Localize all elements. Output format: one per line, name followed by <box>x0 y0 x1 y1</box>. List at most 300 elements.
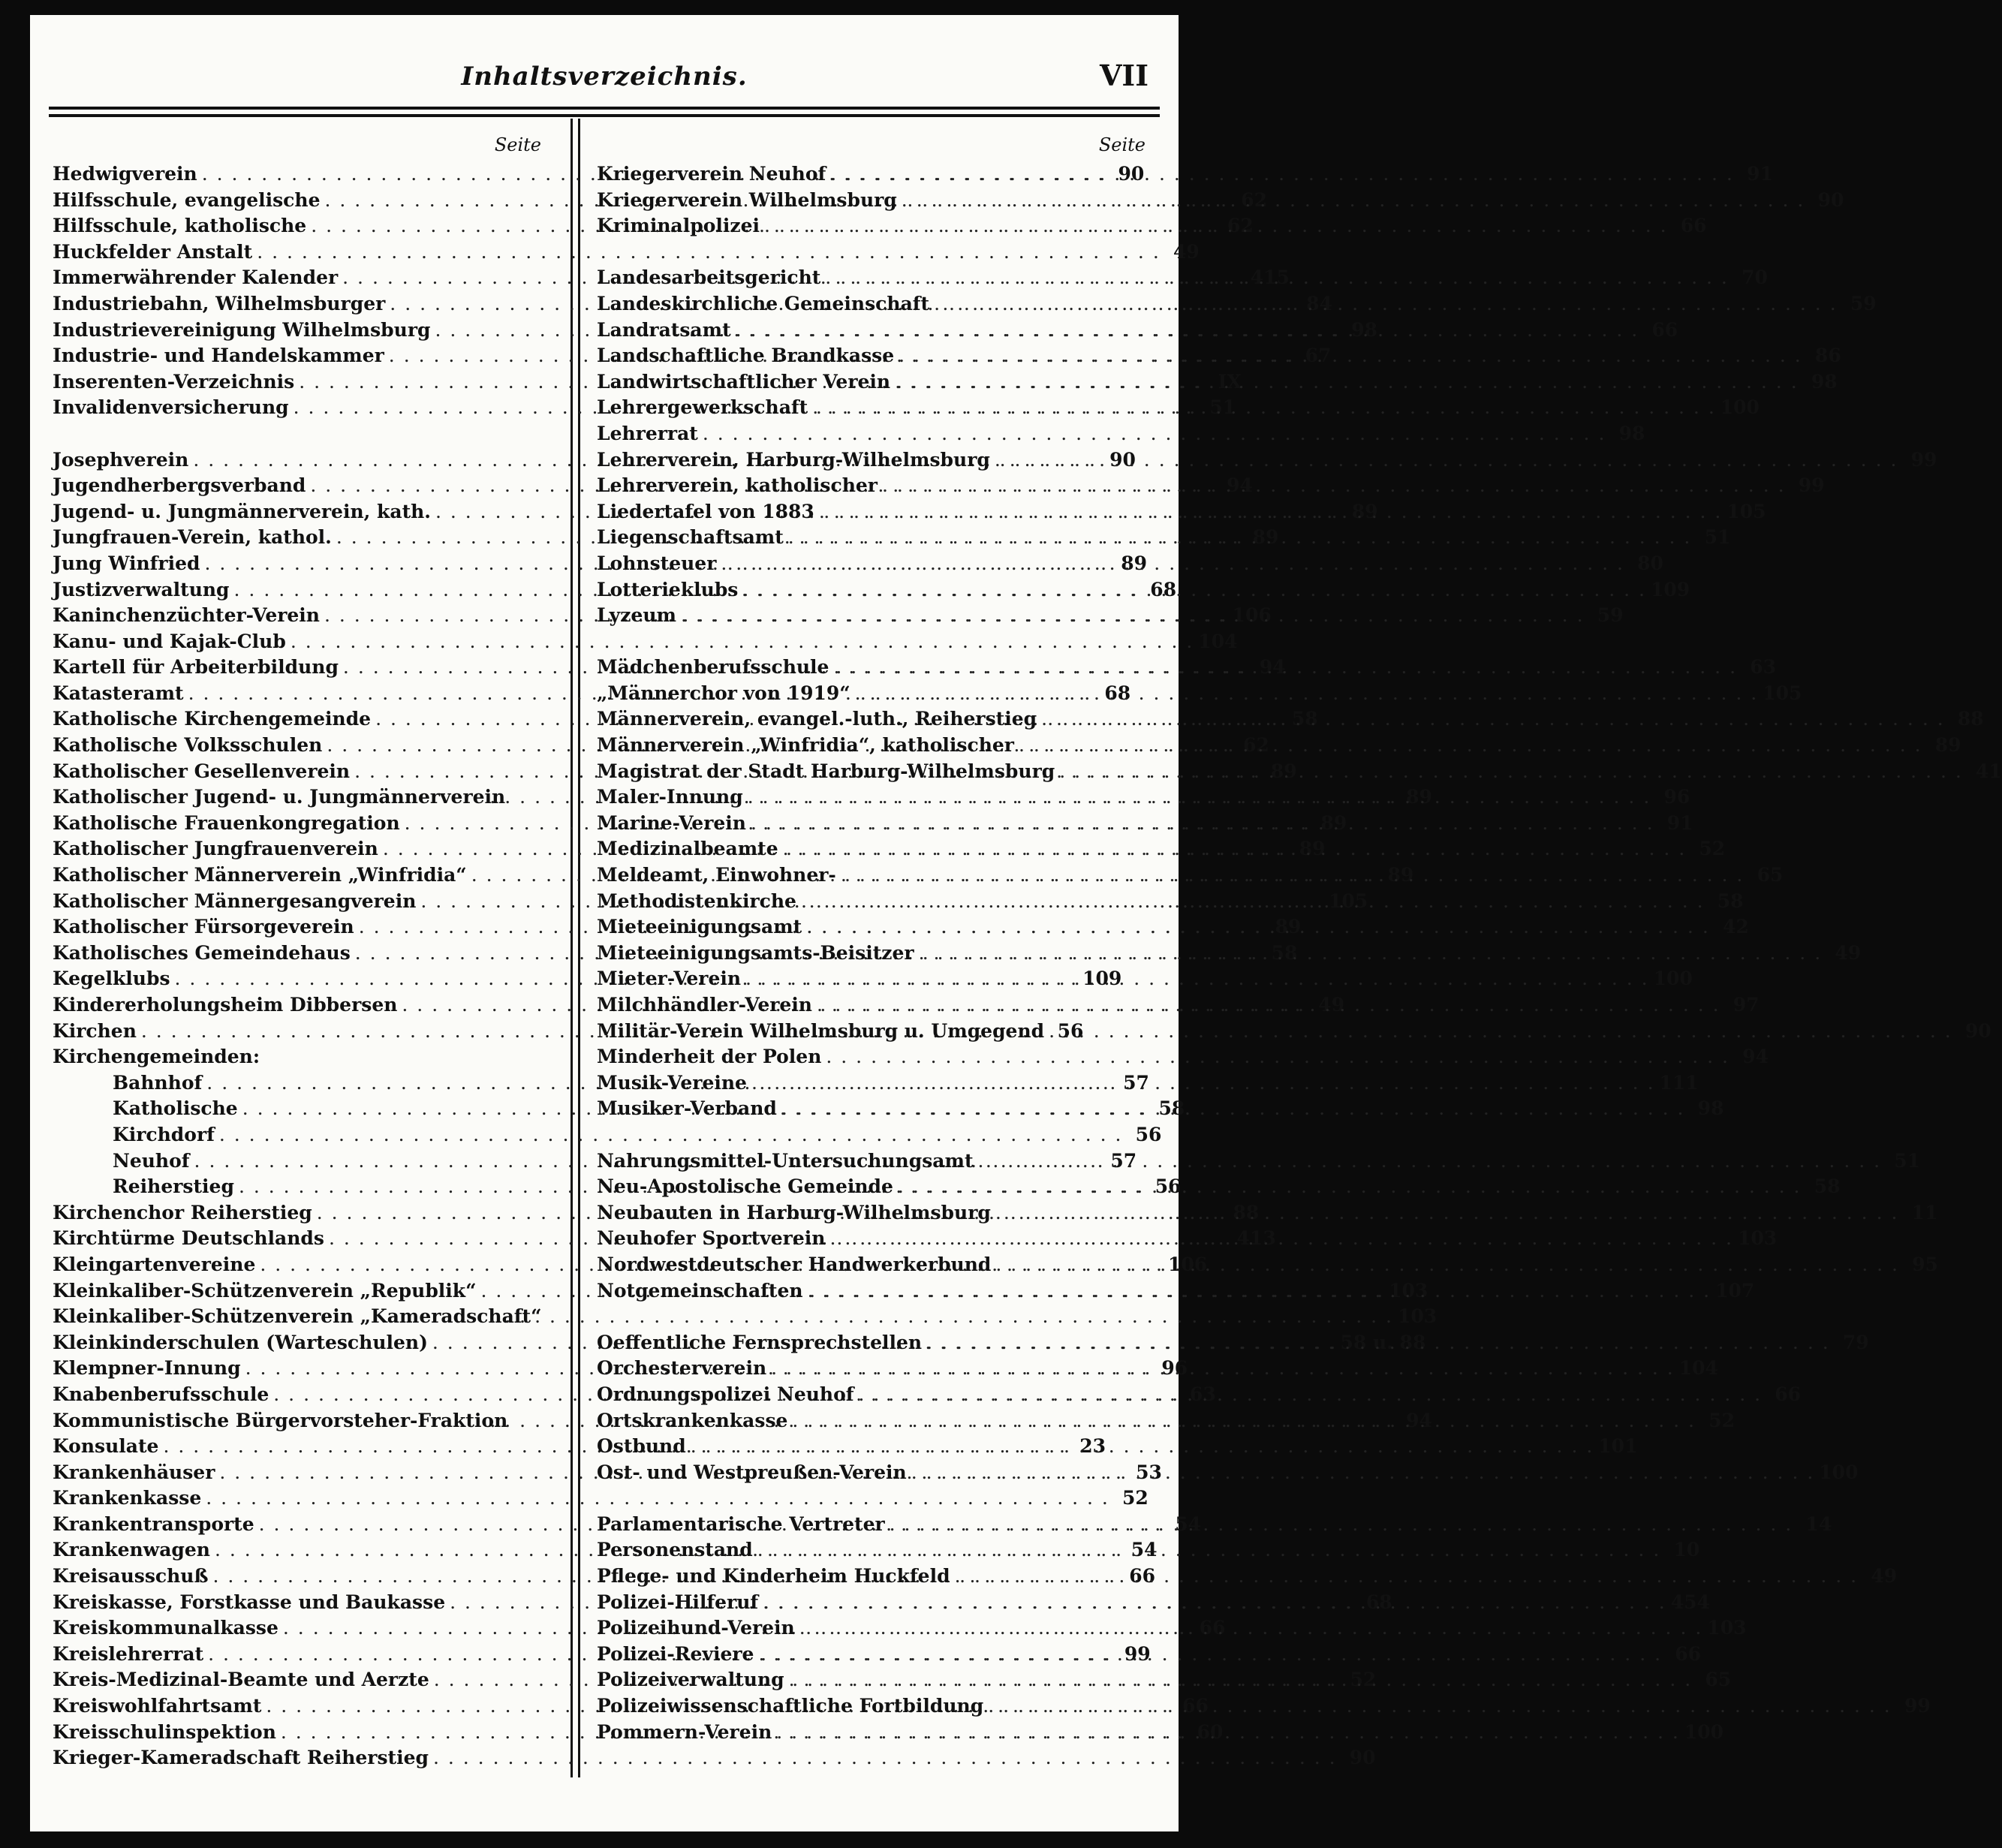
entry-page-number: 100 <box>1653 968 1693 990</box>
entry-label: Krankenhäuser <box>53 1461 215 1483</box>
entry-page-number: 58 <box>1158 1097 1185 1120</box>
entry-page-number: 95 <box>1912 1253 1938 1275</box>
entry-label: Hilfsschule, katholische <box>53 215 307 237</box>
entry-label: Lehrerverein, Harburg-Wilhelmsburg <box>597 448 990 471</box>
dot-leader <box>829 1226 1733 1252</box>
dot-leader <box>833 655 1737 681</box>
dot-leader <box>681 603 1585 629</box>
entry-page-number: 62 <box>1243 734 1269 757</box>
entry-label: Klempner-Innung <box>53 1357 241 1380</box>
entry-label: Katholischer Männergesangverein <box>53 889 417 912</box>
entry-page-number: 94 <box>1259 656 1286 679</box>
entry-page-number: 103 <box>1397 1305 1438 1328</box>
entry-page-number: 454 <box>1670 1591 1710 1613</box>
entry-label: Maler-Innung <box>597 786 743 808</box>
entry-label: Kreisschulinspektion <box>53 1720 276 1743</box>
entry-page-number: 105 <box>1328 889 1368 912</box>
entry-label: Mieteeinigungsamts-Beisitzer <box>597 941 914 964</box>
entry-label: Landschaftliche Brandkasse <box>597 345 895 367</box>
entry-label: Invalidenversicherung <box>53 396 289 419</box>
entry-label: Polizei-Hilferuf <box>597 1591 759 1613</box>
entry-page-number: 63 <box>1190 1383 1216 1405</box>
entry-label: Marine-Verein <box>597 811 746 834</box>
index-entry <box>597 1642 1702 1668</box>
entry-label: Militär-Verein Wilhelmsburg u. Umgegend <box>597 1019 1045 1042</box>
entry-label: Industrie- und Handelskammer <box>53 345 384 367</box>
dot-leader <box>751 1070 1655 1097</box>
entry-label: Knabenberufsschule <box>53 1383 269 1405</box>
entry-label: Katholische Kirchengemeinde <box>53 708 372 730</box>
entry-page-number: 106 <box>1232 604 1272 627</box>
entry-page-number: 111 <box>1659 1071 1699 1094</box>
entry-page-number: 98 <box>1618 422 1645 444</box>
index-entry <box>53 629 1238 655</box>
index-entry <box>597 1564 1898 1590</box>
index-entry <box>597 551 1663 577</box>
entry-page-number: 88 <box>1957 708 1984 730</box>
entry-page-number: 63 <box>1750 656 1777 679</box>
entry-label: Pommern-Verein <box>597 1720 772 1743</box>
dot-leader <box>801 889 1705 915</box>
entry-page-number: 99 <box>1904 1695 1931 1717</box>
entry-label: Neubauten in Harburg-Wilhelmsburg <box>597 1201 991 1223</box>
dot-leader <box>830 161 1734 188</box>
entry-page-number: 49 <box>1173 240 1200 263</box>
entry-page-number: 91 <box>1747 163 1773 185</box>
entry-page-number: 98 <box>1811 370 1838 393</box>
index-entry <box>53 1044 544 1070</box>
dot-leader <box>890 1512 1793 1538</box>
entry-label: Kriminalpolizei <box>597 215 760 237</box>
entry-label: Liegenschaftsamt <box>597 526 784 549</box>
entry-label: Kindererholungsheim Dibbersen <box>53 994 398 1016</box>
entry-label: Katasteramt <box>53 682 184 704</box>
dot-leader <box>789 1667 1693 1693</box>
entry-label: Katholischer Männerverein „Winfridia“ <box>53 864 467 886</box>
entry-page-number: 99 <box>1124 1642 1151 1665</box>
entry-page-number: 41 <box>1976 760 2002 782</box>
dot-leader <box>926 1330 1830 1356</box>
entry-label: Mieteeinigungsamt <box>597 916 802 938</box>
entry-label: Ordnungspolizei Neuhof <box>597 1383 854 1405</box>
entry-label: Hilfsschule, evangelische <box>53 188 321 211</box>
entry-page-number: 109 <box>1650 578 1690 600</box>
entry-label: Ost- und Westpreußen-Verein <box>597 1461 907 1483</box>
entry-page-number: 100 <box>1684 1720 1724 1743</box>
dot-leader <box>911 1460 1815 1486</box>
entry-page-number: 11 <box>1911 1201 1938 1223</box>
index-entry <box>53 1485 1149 1512</box>
index-entry <box>597 1460 1859 1486</box>
book-page <box>30 15 2002 1831</box>
entry-label: Katholischer Gesellenverein <box>53 760 351 782</box>
entry-page-number: 104 <box>1678 1357 1718 1380</box>
index-entry <box>597 421 1645 447</box>
entry-label: Ostbund <box>597 1435 686 1458</box>
entry-label: Kaninchenzüchter-Verein <box>53 604 320 627</box>
dot-leader <box>817 992 1721 1019</box>
entry-page-number: 54 <box>1130 1539 1158 1561</box>
page-title: Inhaltsverzeichnis. <box>461 62 748 92</box>
dot-leader <box>934 291 1838 318</box>
dot-leader <box>758 1642 1662 1668</box>
entry-page-number: 52 <box>1699 838 1726 860</box>
index-entry <box>597 1044 1769 1070</box>
entry-page-number: 68 <box>1365 1591 1392 1613</box>
dot-leader <box>781 1096 1685 1122</box>
entry-label: Kirchenchor Reiherstieg <box>53 1201 312 1223</box>
entry-label: Männerverein, evangel.-luth., Reiherstieg <box>597 708 1037 730</box>
dot-leader <box>799 1615 1703 1642</box>
entry-label: Milchhändler-Verein <box>597 994 812 1016</box>
dot-leader <box>902 188 1805 214</box>
entry-label: Kreiswohlfahrtsamt <box>53 1695 262 1717</box>
entry-label: Kanu- und Kajak-Club <box>53 630 286 652</box>
dot-leader <box>764 213 1668 239</box>
entry-page-number: 100 <box>1819 1461 1859 1483</box>
index-gap <box>597 629 1149 655</box>
entry-label: Kirchdorf <box>113 1123 215 1145</box>
index-entry <box>597 681 1802 707</box>
entry-page-number: 96 <box>1161 1357 1188 1380</box>
index-gap <box>597 1304 1149 1330</box>
dot-leader <box>1019 733 1922 759</box>
entry-page-number: 51 <box>1209 396 1236 419</box>
entry-page-number: 66 <box>1775 1383 1802 1405</box>
entry-page-number: 98 <box>1697 1097 1724 1120</box>
entry-page-number: 52 <box>1122 1487 1149 1509</box>
dot-leader <box>703 421 1606 447</box>
entry-page-number: 90 <box>1349 1747 1376 1769</box>
index-gap <box>597 239 1149 266</box>
index-entry <box>597 1019 1991 1045</box>
entry-label: Personenstand <box>597 1539 753 1561</box>
entry-label: Magistrat der Stadt Harburg-Wilhelmsburg <box>597 760 1055 782</box>
entry-label: Kriegerverein Wilhelmsburg <box>597 188 897 211</box>
header-rule-top <box>49 107 1160 110</box>
dot-leader <box>736 318 1639 344</box>
entry-label: Medizinalbeamte <box>597 838 778 860</box>
entry-page-number: 58 u. 88 <box>1340 1331 1426 1353</box>
column-header-seite: Seite <box>1098 134 1146 155</box>
entry-page-number: 89 <box>1275 916 1302 938</box>
entry-page-number: 103 <box>1707 1617 1747 1639</box>
entry-page-number: 10 <box>1673 1539 1700 1561</box>
entry-label: Polizei-Reviere <box>597 1642 754 1665</box>
entry-label: Katholische Volksschulen <box>53 734 323 757</box>
entry-label: Kreislehrerrat <box>53 1642 204 1665</box>
entry-label: Kommunistische Bürgervorsteher-Fraktion <box>53 1409 508 1431</box>
entry-page-number: 89 <box>1320 811 1347 834</box>
entry-label: Jugend- u. Jungmännerverein, kath. <box>53 500 431 522</box>
entry-page-number: 90 <box>1118 163 1145 185</box>
entry-label: Krankenwagen <box>53 1539 210 1561</box>
entry-label: Kegelklubs <box>53 968 170 990</box>
entry-page-number: 90 <box>1817 188 1844 211</box>
entry-page-number: 65 <box>1757 864 1784 886</box>
entry-page-number: 79 <box>1842 1331 1869 1353</box>
entry-label: Katholischer Jugend- u. Jungmännerverein <box>53 786 506 808</box>
entry-page-number: 89 <box>1270 760 1297 782</box>
entry-label: Lehrerrat <box>597 422 698 444</box>
entry-page-number: 89 <box>1351 500 1378 522</box>
dot-leader <box>1049 1019 1952 1045</box>
entry-page-number: 100 <box>1720 396 1760 419</box>
entry-label: Kleinkaliber-Schützenverein „Kameradschaft“ <box>53 1305 542 1328</box>
entry-page-number: 58 <box>1291 708 1318 730</box>
entry-label: Bahnhof <box>113 1071 203 1094</box>
entry-page-number: 99 <box>1798 474 1825 497</box>
entry-page-number: 106 <box>1167 1253 1208 1275</box>
entry-page-number: 88 <box>1233 1201 1260 1223</box>
entry-label: Landwirtschaftlicher Verein <box>597 370 891 393</box>
entry-page-number: 60 <box>1197 1720 1224 1743</box>
dot-leader <box>771 1356 1675 1382</box>
entry-page-number: 42 <box>1722 916 1749 938</box>
entry-page-number: 57 <box>1123 1071 1149 1094</box>
entry-label: Nordwestdeutscher Handwerkerbund <box>597 1253 992 1275</box>
index-entry <box>597 1148 1921 1175</box>
entry-page-number: 66 <box>1199 1617 1226 1639</box>
entry-page-number: 80 <box>1637 552 1663 574</box>
entry-label: Lehrerverein, katholischer <box>597 474 878 497</box>
entry-label: Jung Winfried <box>53 552 200 574</box>
dot-leader <box>919 941 1823 967</box>
index-entry <box>597 1434 1638 1460</box>
entry-page-number: 89 <box>1299 838 1326 860</box>
entry-page-number: 84 <box>1306 292 1332 315</box>
index-entry <box>597 966 1693 992</box>
entry-label: Kartell für Arbeiterbildung <box>53 656 339 679</box>
entry-label: Mädchenberufsschule <box>597 656 829 679</box>
entry-label: Kreis-Medizinal-Beamte und Aerzte <box>53 1669 429 1691</box>
entry-label: Pflege- und Kinderheim Huckfeld <box>597 1565 950 1588</box>
entry-page-number: 415 <box>1250 266 1290 289</box>
entry-page-number: 66 <box>1675 1642 1702 1665</box>
entry-page-number: 62 <box>1241 188 1268 211</box>
entry-page-number: 86 <box>1814 345 1841 367</box>
entry-page-number: 51 <box>1894 1149 1921 1172</box>
entry-page-number: 89 <box>1934 734 1961 757</box>
entry-page-number: 107 <box>1715 1279 1755 1302</box>
entry-label: Jungfrauen-Verein, kathol. <box>53 526 332 549</box>
entry-label: Lohnsteuer <box>597 552 717 574</box>
index-entry <box>597 161 1773 188</box>
entry-page-number: 14 <box>1805 1512 1832 1535</box>
entry-label: Krieger-Kameradschaft Reiherstieg <box>53 1747 429 1769</box>
entry-label: Parlamentarische Vertreter <box>597 1512 885 1535</box>
index-gap <box>597 1122 1149 1148</box>
entry-label: Kriegerverein Neuhof <box>597 163 826 185</box>
entry-label: Krankenkasse <box>53 1487 202 1509</box>
dot-leader <box>1059 759 1963 785</box>
entry-label: Mieter-Verein <box>597 968 742 990</box>
entry-page-number: 66 <box>1129 1565 1156 1588</box>
entry-page-number: 70 <box>1742 266 1768 289</box>
entry-page-number: 56 <box>1155 1175 1182 1198</box>
entry-page-number: 67 <box>1305 345 1332 367</box>
entry-page-number: 99 <box>1910 448 1937 471</box>
dot-leader <box>808 1278 1711 1305</box>
entry-page-number: 59 <box>1850 292 1877 315</box>
entry-label: Lyzeum <box>597 604 676 627</box>
entry-page-number: 49 <box>1871 1565 1898 1588</box>
dot-leader <box>995 1200 1899 1226</box>
dot-leader <box>995 1252 1899 1278</box>
entry-label: Orchesterverein <box>597 1357 767 1380</box>
index-entry <box>53 239 1200 266</box>
dot-leader <box>841 862 1745 889</box>
dot-leader <box>988 1693 1892 1720</box>
entry-page-number: 58 <box>1717 889 1744 912</box>
entry-label: „Männerchor von 1919“ <box>597 682 850 704</box>
entry-page-number: 103 <box>1389 1279 1428 1302</box>
entry-page-number: 54 <box>1175 1512 1202 1535</box>
entry-label: Lehrergewerkschaft <box>597 396 808 419</box>
entry-label: Kleinkinderschulen (Warteschulen) <box>53 1331 428 1353</box>
entry-page-number: 98 <box>1351 318 1378 341</box>
entry-label: Industrievereinigung Wilhelmsburg <box>53 318 431 341</box>
entry-label: Musiker-Verband <box>597 1097 777 1120</box>
entry-label: Polizeihund-Verein <box>597 1617 795 1639</box>
entry-label: Immerwährender Kalender <box>53 266 339 289</box>
entry-page-number: 49 <box>1835 941 1862 964</box>
entry-page-number: IX <box>1218 370 1242 393</box>
entry-page-number: 91 <box>1666 811 1693 834</box>
index-gap <box>597 1485 1149 1512</box>
entry-label: Ortskrankenkasse <box>597 1409 788 1431</box>
index-entry <box>597 447 1937 474</box>
dot-leader <box>691 1434 1594 1460</box>
entry-label: Kirchtürme Deutschlands <box>53 1227 324 1250</box>
entry-label: Meldeamt, Einwohner- <box>597 864 836 886</box>
page-number: VII <box>1099 59 1149 92</box>
dot-leader <box>763 1590 1666 1616</box>
entry-page-number: 57 <box>1110 1149 1137 1172</box>
entry-page-number: 68 <box>1150 578 1177 600</box>
entry-label: Musik-Vereine <box>597 1071 747 1094</box>
dot-leader <box>742 577 1646 603</box>
entry-label: Katholische <box>113 1097 238 1120</box>
entry-page-number: 51 <box>1704 526 1731 549</box>
entry-label: Notgemeinschaften <box>597 1279 803 1302</box>
entry-label: Katholisches Gemeindehaus <box>53 941 351 964</box>
dot-leader <box>748 784 1651 811</box>
dot-leader <box>792 1408 1696 1434</box>
index-entry <box>53 1304 1438 1330</box>
entry-page-number: 89 <box>1252 526 1279 549</box>
dot-leader <box>978 1148 1882 1175</box>
dot-leader <box>859 1382 1763 1408</box>
entry-page-number: 89 <box>1406 786 1432 808</box>
entry-label: Kleinkaliber-Schützenverein „Republik“ <box>53 1279 477 1302</box>
dot-leader <box>721 551 1624 577</box>
entry-page-number: 52 <box>1350 1669 1377 1691</box>
entry-page-number: 23 <box>1079 1435 1106 1458</box>
entry-page-number: 59 <box>1597 604 1624 627</box>
entry-page-number: 105 <box>1727 500 1766 522</box>
entry-label: Hedwigverein <box>53 163 197 185</box>
dot-leader <box>819 499 1723 525</box>
entry-page-number: 94 <box>1227 474 1253 497</box>
dot-leader <box>825 265 1729 291</box>
dot-leader <box>788 525 1692 551</box>
entry-label: Krankentransporte <box>53 1512 254 1535</box>
dot-leader <box>855 681 1759 707</box>
entry-page-number: 58 <box>1271 941 1298 964</box>
entry-label: Kirchen <box>53 1019 137 1042</box>
header-rule-bottom <box>49 114 1160 117</box>
entry-label: Kreiskommunalkasse <box>53 1617 278 1639</box>
index-entry <box>597 1537 1700 1564</box>
entry-page-number: 89 <box>1387 864 1414 886</box>
entry-page-number: 58 <box>1814 1175 1841 1198</box>
dot-leader <box>898 1174 1802 1200</box>
entry-label: Polizeiwissenschaftliche Fortbildung <box>597 1695 984 1717</box>
entry-label: Landesarbeitsgericht <box>597 266 821 289</box>
dot-leader <box>745 966 1649 992</box>
entry-label: Josephverein <box>53 448 189 471</box>
dot-leader <box>751 811 1654 837</box>
entry-label: Oeffentliche Fernsprechstellen <box>597 1331 923 1353</box>
entry-label: Kreiskasse, Forstkasse und Baukasse <box>53 1591 446 1613</box>
entry-label: Reiherstieg <box>113 1175 234 1198</box>
index-entry <box>53 1745 1376 1771</box>
dot-leader <box>882 473 1786 499</box>
entry-page-number: 97 <box>1733 994 1760 1016</box>
entry-page-number: 49 <box>1318 994 1344 1016</box>
entry-page-number: 56 <box>1057 1019 1084 1042</box>
entry-page-number: 65 <box>1705 1669 1732 1691</box>
entry-page-number: 90 <box>1109 448 1136 471</box>
entry-page-number: 94 <box>1406 1409 1432 1431</box>
dot-leader <box>1041 706 1945 733</box>
entry-page-number: 56 <box>1135 1123 1162 1145</box>
entry-page-number: 68 <box>1104 682 1131 704</box>
entry-label: Konsulate <box>53 1435 159 1458</box>
index-entry <box>53 1122 1162 1148</box>
entry-page-number: 53 <box>1136 1461 1162 1483</box>
entry-page-number: 109 <box>1082 968 1122 990</box>
dot-leader <box>895 369 1799 396</box>
dot-leader <box>955 1564 1859 1590</box>
dot-leader <box>826 1044 1730 1070</box>
entry-page-number: 52 <box>1708 1409 1735 1431</box>
entry-page-number: 90 <box>1964 1019 1991 1042</box>
entry-label: Methodistenkirche <box>597 889 796 912</box>
entry-label: Katholischer Fürsorgeverein <box>53 916 354 938</box>
entry-label: Landeskirchliche Gemeinschaft <box>597 292 930 315</box>
entry-label: Nahrungsmittel-Untersuchungsamt <box>597 1149 974 1172</box>
dot-leader <box>757 1537 1661 1564</box>
entry-label: Industriebahn, Wilhelmsburger <box>53 292 386 315</box>
entry-page-number: 96 <box>1663 786 1690 808</box>
entry-label: Katholische Frauenkongregation <box>53 811 400 834</box>
dot-leader <box>995 447 1898 474</box>
entry-page-number: 62 <box>1227 215 1254 237</box>
dot-leader <box>806 914 1710 941</box>
entry-label: Neuhofer Sportverein <box>597 1227 826 1250</box>
entry-page-number: 89 <box>1121 552 1148 574</box>
entry-page-number: 94 <box>1742 1046 1769 1068</box>
dot-leader <box>899 343 1802 369</box>
entry-label: Inserenten-Verzeichnis <box>53 370 295 393</box>
entry-label: Neuhof <box>113 1149 190 1172</box>
entry-label: Polizeiverwaltung <box>597 1669 784 1691</box>
entry-page-number: 66 <box>1680 215 1707 237</box>
entry-label: Kreisausschuß <box>53 1565 209 1588</box>
entry-label: Jugendherbergsverband <box>53 474 306 497</box>
